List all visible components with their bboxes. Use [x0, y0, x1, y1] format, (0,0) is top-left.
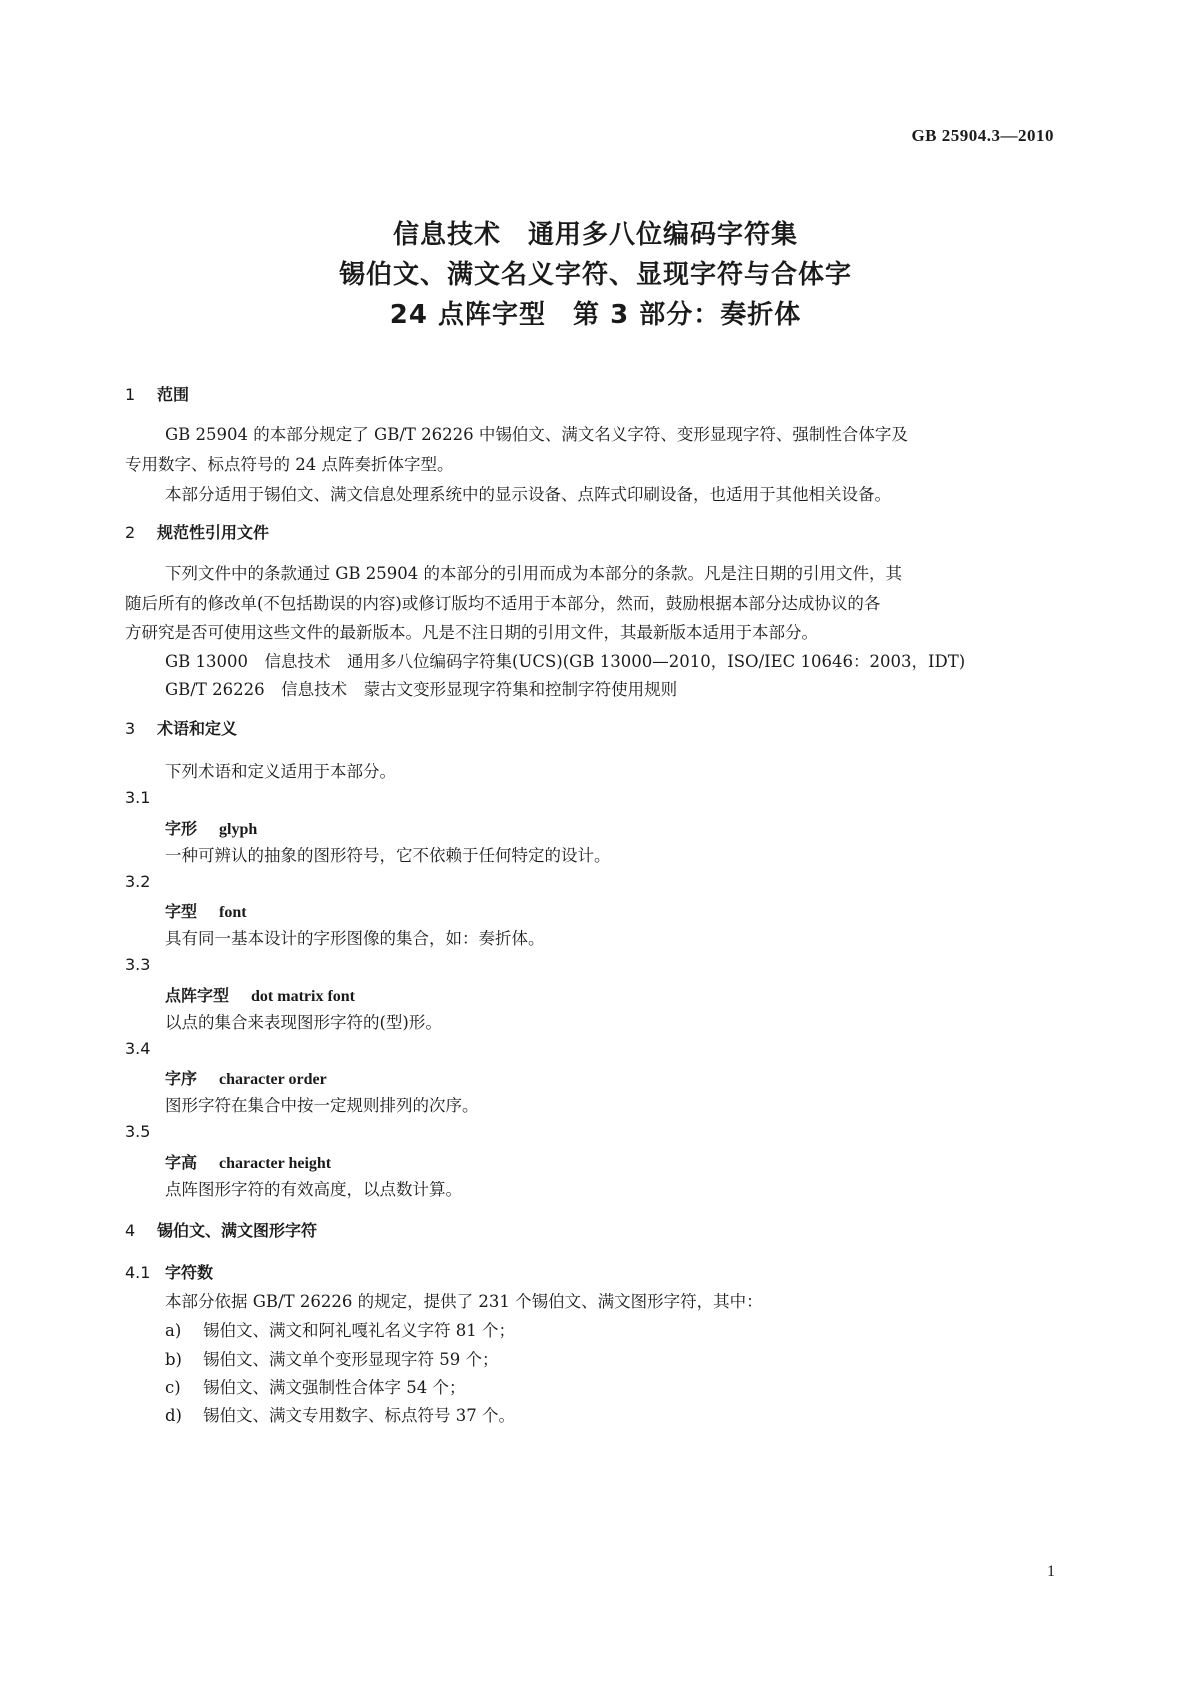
- term-heading: [165, 983, 355, 1006]
- list-item-text: 锡伯文、满文强制性合体字 54 个；: [203, 1378, 466, 1397]
- term-number: 3.2: [125, 872, 151, 891]
- paragraph-line: 本部分依据 GB/T 26226 的规定，提供了 231 个锡伯文、满文图形字符，其中：: [165, 1292, 763, 1311]
- term-number: 3.3: [125, 955, 151, 974]
- term-english: glyph: [219, 821, 258, 838]
- term-definition: 以点的集合来表现图形字符的(型)形。: [165, 1013, 442, 1032]
- term-chinese: 字高: [165, 1153, 198, 1172]
- section-title: 术语和定义: [157, 719, 238, 738]
- term-chinese: 字序: [165, 1069, 198, 1088]
- section-title: 锡伯文、满文图形字符: [157, 1221, 318, 1240]
- section-3-heading: [125, 716, 237, 739]
- subsection-4-1-heading: [125, 1260, 213, 1283]
- term-number: 3.1: [125, 788, 151, 807]
- term-number: 3.5: [125, 1122, 151, 1141]
- term-number: 3.4: [125, 1039, 151, 1058]
- list-item-text: 锡伯文、满文单个变形显现字符 59 个；: [203, 1350, 499, 1369]
- subsection-number: 4.1: [125, 1263, 151, 1282]
- section-1-heading: [125, 382, 189, 405]
- list-item: [165, 1402, 515, 1430]
- term-chinese: 点阵字型: [165, 986, 230, 1005]
- paragraph-line: 随后所有的修改单(不包括勘误的内容)或修订版均不适用于本部分，然而，鼓励根据本部分达成协议的各: [125, 594, 881, 613]
- title-line-2: 锡伯文、满文名义字符、显现字符与合体字: [338, 260, 852, 290]
- term-heading: [165, 1150, 331, 1173]
- standard-code: GB 25904.3—2010: [911, 126, 1054, 145]
- term-heading: [165, 1066, 327, 1089]
- section-2-heading: [125, 520, 269, 543]
- title-line-1: 信息技术 通用多八位编码字符集: [392, 220, 798, 250]
- paragraph-line: 下列文件中的条款通过 GB 25904 的本部分的引用而成为本部分的条款。凡是注日期的引用文件，其: [165, 564, 903, 583]
- paragraph-line: 专用数字、标点符号的 24 点阵奏折体字型。: [125, 455, 454, 474]
- title-line-3: 24 点阵字型 第 3 部分：奏折体: [389, 300, 802, 330]
- list-item: [165, 1317, 515, 1345]
- section-4-heading: [125, 1218, 317, 1241]
- term-definition: 点阵图形字符的有效高度，以点数计算。: [165, 1180, 462, 1199]
- list-marker: c): [165, 1378, 181, 1397]
- section-title: 范围: [157, 385, 190, 404]
- term-english: dot matrix font: [251, 988, 355, 1005]
- list-marker: a): [165, 1321, 182, 1340]
- paragraph-line: 下列术语和定义适用于本部分。: [165, 762, 396, 781]
- list-item: [165, 1346, 499, 1374]
- page-number: 1: [1047, 1563, 1055, 1580]
- term-heading: [165, 816, 257, 839]
- list-item: [165, 1374, 466, 1402]
- term-chinese: 字型: [165, 902, 198, 921]
- term-definition: 具有同一基本设计的字形图像的集合，如：奏折体。: [165, 929, 545, 948]
- reference-item: GB 13000 信息技术 通用多八位编码字符集(UCS)(GB 13000—2010，ISO/IEC 10646：2003，IDT): [165, 652, 966, 671]
- term-heading: [165, 899, 247, 922]
- reference-item: GB/T 26226 信息技术 蒙古文变形显现字符集和控制字符使用规则: [165, 680, 678, 699]
- paragraph-line: 方研究是否可使用这些文件的最新版本。凡是不注日期的引用文件，其最新版本适用于本部分。: [125, 623, 818, 642]
- section-number: 1: [125, 385, 136, 404]
- term-definition: 图形字符在集合中按一定规则排列的次序。: [165, 1096, 479, 1115]
- list-marker: d): [165, 1406, 182, 1425]
- list-item-text: 锡伯文、满文和阿礼嘎礼名义字符 81 个；: [203, 1321, 515, 1340]
- list-item-text: 锡伯文、满文专用数字、标点符号 37 个。: [203, 1406, 515, 1425]
- section-title: 规范性引用文件: [157, 523, 270, 542]
- term-definition: 一种可辨认的抽象的图形符号，它不依赖于任何特定的设计。: [165, 846, 611, 865]
- term-chinese: 字形: [165, 819, 198, 838]
- term-english: character height: [219, 1155, 332, 1172]
- subsection-title: 字符数: [165, 1263, 214, 1282]
- term-english: font: [219, 904, 247, 921]
- section-number: 3: [125, 719, 136, 738]
- list-marker: b): [165, 1350, 182, 1369]
- paragraph-line: 本部分适用于锡伯文、满文信息处理系统中的显示设备、点阵式印刷设备，也适用于其他相关设备。: [165, 485, 891, 504]
- section-number: 2: [125, 523, 136, 542]
- term-english: character order: [219, 1071, 327, 1088]
- section-number: 4: [125, 1221, 136, 1240]
- paragraph-line: GB 25904 的本部分规定了 GB/T 26226 中锡伯文、满文名义字符、变形显现字符、强制性合体字及: [165, 425, 908, 444]
